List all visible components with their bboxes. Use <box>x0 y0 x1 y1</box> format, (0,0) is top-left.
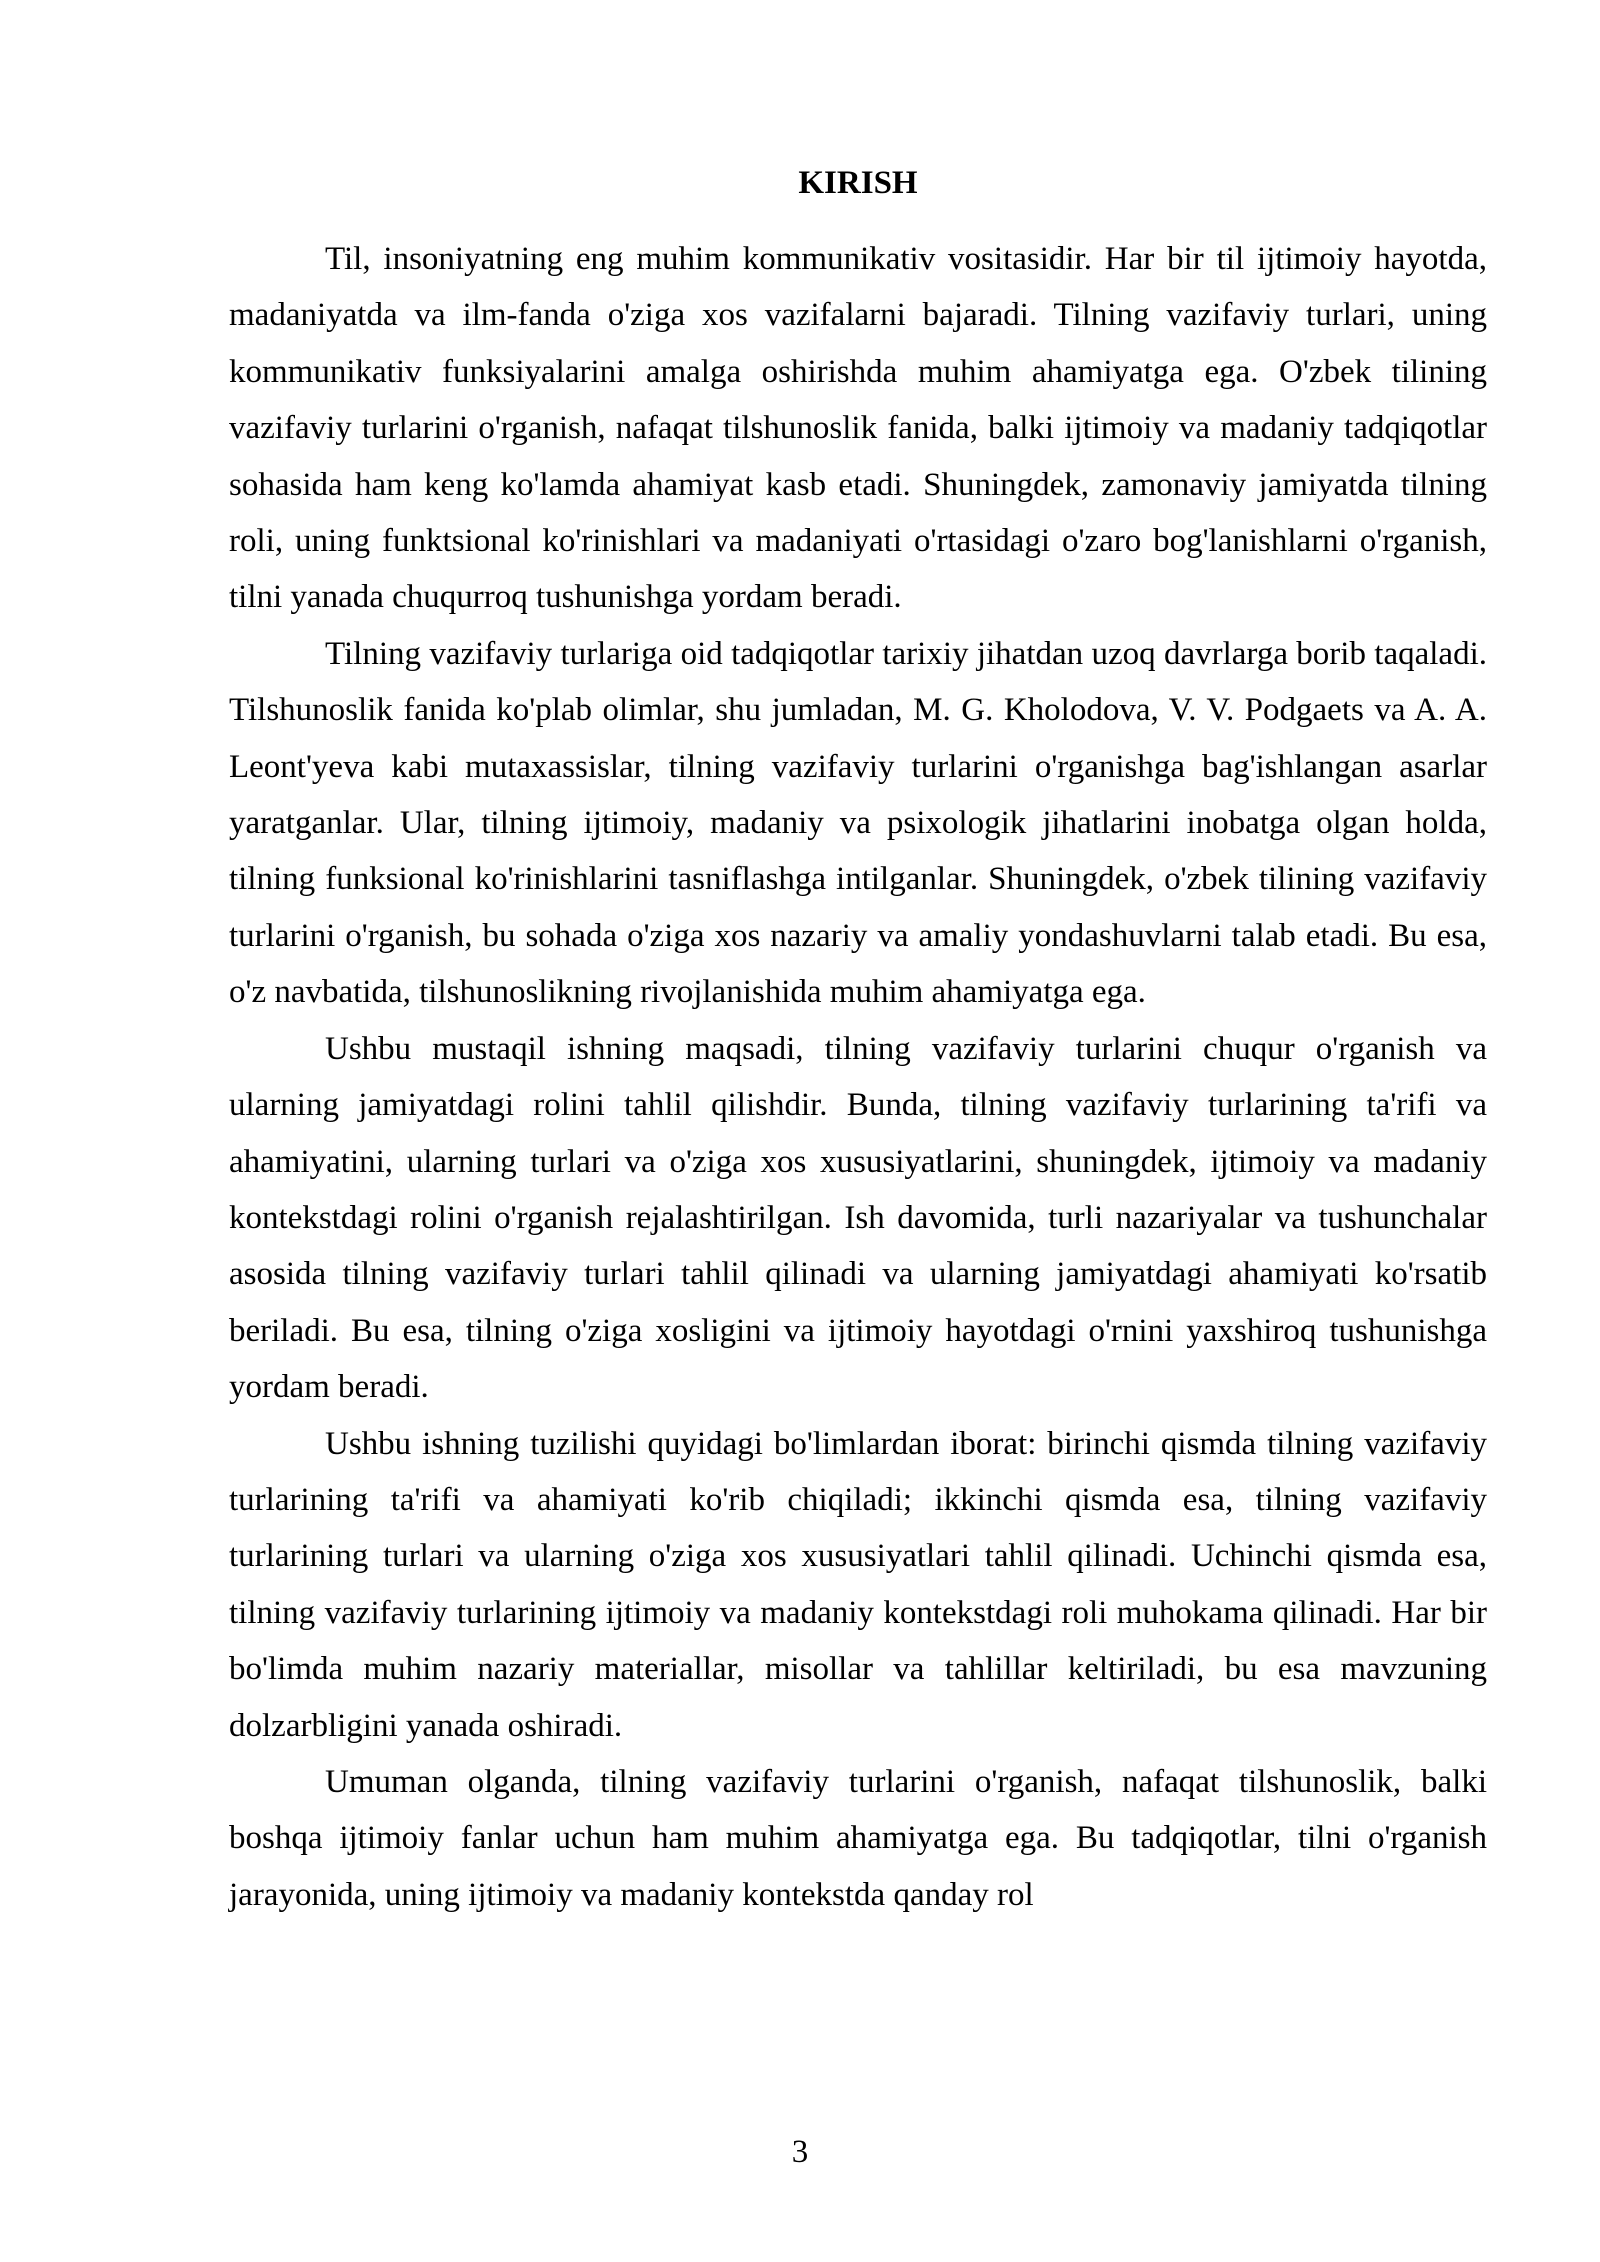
page-content <box>229 159 1487 1923</box>
paragraph-4: Ushbu ishning tuzilishi quyidagi bo'limlardan iborat: birinchi qismda tilning vazifaviy turlarining ta'rifi va ahamiyati ko'rib chiqiladi; ikkinchi qismda esa, tilning vazifaviy turlarining turlari va ularning o'ziga xos xususiyatlari tahlil qilinadi. Uchinchi qismda esa, tilning vazifaviy turlarining ijtimoiy va madaniy kontekstdagi roli muhokama qilinadi. Har bir bo'limda muhim nazariy materiallar, misollar va tahlillar keltiriladi, bu esa mavzuning dolzarbligini yanada oshiradi. <box>229 1425 1487 1744</box>
page-number: 3 <box>791 2134 809 2170</box>
paragraph-3: Ushbu mustaqil ishning maqsadi, tilning vazifaviy turlarini chuqur o'rganish va ularning jamiyatdagi rolini tahlil qilishdir. Bunda, tilning vazifaviy turlarining ta'rifi va ahamiyatini, ularning turlari va o'ziga xos xususiyatlarini, shuningdek, ijtimoiy va madaniy kontekstdagi rolini o'rganish rejalashtirilgan. Ish davomida, turli nazariyalar va tushunchalar asosida tilning vazifaviy turlari tahlil qilinadi va ularning jamiyatdagi ahamiyati ko'rsatib beriladi. Bu esa, tilning o'ziga xosligini va ijtimoiy hayotdagi o'rnini yaxshiroq tushunishga yordam beradi. <box>229 1030 1487 1406</box>
paragraph-2: Tilning vazifaviy turlariga oid tadqiqotlar tarixiy jihatdan uzoq davrlarga borib taqaladi. Tilshunoslik fanida ko'plab olimlar, shu jumladan, M. G. Kholodova, V. V. Podgaets va A. A. Leont'yeva kabi mutaxassislar, tilning vazifaviy turlarini o'rganishga bag'ishlangan asarlar yaratganlar. Ular, tilning ijtimoiy, madaniy va psixologik jihatlarini inobatga olgan holda, tilning funksional ko'rinishlarini tasniflashga intilganlar. Shuningdek, o'zbek tilining vazifaviy turlarini o'rganish, bu sohada o'ziga xos nazariy va amaliy yondashuvlarni talab etadi. Bu esa, o'z navbatida, tilshunoslikning rivojlanishida muhim ahamiyatga ega. <box>229 635 1487 1011</box>
paragraph-5: Umuman olganda, tilning vazifaviy turlarini o'rganish, nafaqat tilshunoslik, balki boshqa ijtimoiy fanlar uchun ham muhim ahamiyatga ega. Bu tadqiqotlar, tilni o'rganish jarayonida, uning ijtimoiy va madaniy kontekstda qanday rol <box>229 1763 1487 1913</box>
page-title: KIRISH <box>798 165 918 201</box>
paragraph-1: Til, insoniyatning eng muhim kommunikativ vositasidir. Har bir til ijtimoiy hayotda, madaniyatda va ilm-fanda o'ziga xos vazifalarni bajaradi. Tilning vazifaviy turlari, uning kommunikativ funksiyalarini amalga oshirishda muhim ahamiyatga ega. O'zbek tilining vazifaviy turlarini o'rganish, nafaqat tilshunoslik fanida, balki ijtimoiy va madaniy tadqiqotlar sohasida ham keng ko'lamda ahamiyat kasb etadi. Shuningdek, zamonaviy jamiyatda tilning roli, uning funktsional ko'rinishlari va madaniyati o'rtasidagi o'zaro bog'lanishlarni o'rganish, tilni yanada chuqurroq tushunishga yordam beradi. <box>229 241 1487 616</box>
